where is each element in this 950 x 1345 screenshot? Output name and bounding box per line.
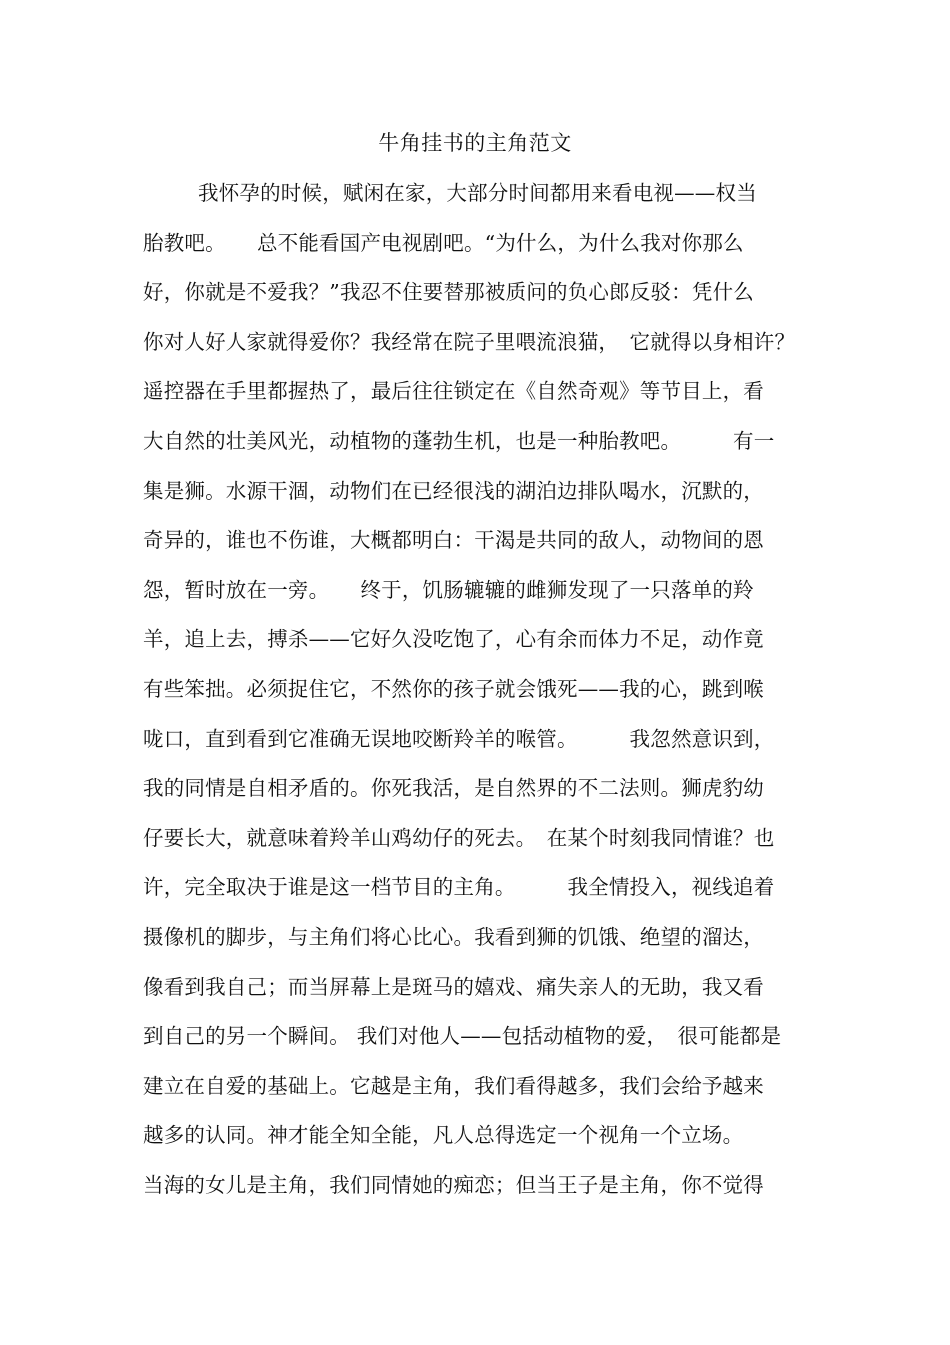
paragraph-line: 许，完全取决于谁是这一档节目的主角。 我全情投入，视线追着 [143,875,775,900]
paragraph-line: 仔要长大，就意味着羚羊山鸡幼仔的死去。 在某个时刻我同情谁？也 [143,825,775,850]
paragraph-line: 当海的女儿是主角，我们同情她的痴恋；但当王子是主角，你不觉得 [143,1172,764,1197]
paragraph-line: 羊，追上去，搏杀——它好久没吃饱了，心有余而体力不足，动作竟 [143,627,764,652]
paragraph-line: 大自然的壮美风光，动植物的蓬勃生机，也是一种胎教吧。 有一 [143,428,775,453]
paragraph-line: 我的同情是自相矛盾的。你死我活，是自然界的不二法则。狮虎豹幼 [143,776,764,801]
paragraph-line: 遥控器在手里都握热了，最后往往锁定在《自然奇观》等节目上，看 [143,379,764,404]
paragraph-line: 建立在自爱的基础上。它越是主角，我们看得越多，我们会给予越来 [143,1073,764,1098]
paragraph-line: 有些笨拙。必须捉住它，不然你的孩子就会饿死——我的心，跳到喉 [143,676,764,701]
paragraph-line: 集是狮。水源干涸，动物们在已经很浅的湖泊边排队喝水，沉默的， [143,478,764,503]
paragraph-line: 胎教吧。 总不能看国产电视剧吧。“为什么，为什么我对你那么 [143,230,744,255]
document-title: 牛角挂书的主角范文 [378,131,572,155]
document-body [143,178,823,1219]
paragraph-line: 我怀孕的时候，赋闲在家，大部分时间都用来看电视——权当 [198,181,757,205]
paragraph-line: 怨，暂时放在一旁。 终于，饥肠辘辘的雌狮发现了一只落单的羚 [143,577,754,602]
paragraph-line: 到自己的另一个瞬间。 我们对他人——包括动植物的爱， 很可能都是 [143,1024,782,1049]
paragraph-line: 摄像机的脚步，与主角们将心比心。我看到狮的饥饿、绝望的溜达， [143,924,764,949]
paragraph-line: 你对人好人家就得爱你？我经常在院子里喂流浪猫， 它就得以身相许？ [143,329,796,354]
paragraph-line: 好，你就是不爱我？”我忍不住要替那被质问的负心郎反驳：凭什么 [143,280,754,305]
paragraph-line: 越多的认同。神才能全知全能，凡人总得选定一个视角一个立场。 [143,1123,744,1148]
paragraph-line: 奇异的，谁也不伤谁，大概都明白：干渴是共同的敌人，动物间的恩 [143,528,764,553]
paragraph-line: 咙口，直到看到它准确无误地咬断羚羊的喉管。 我忽然意识到， [143,726,775,751]
paragraph-line: 像看到我自己；而当屏幕上是斑马的嬉戏、痛失亲人的无助，我又看 [143,974,764,999]
